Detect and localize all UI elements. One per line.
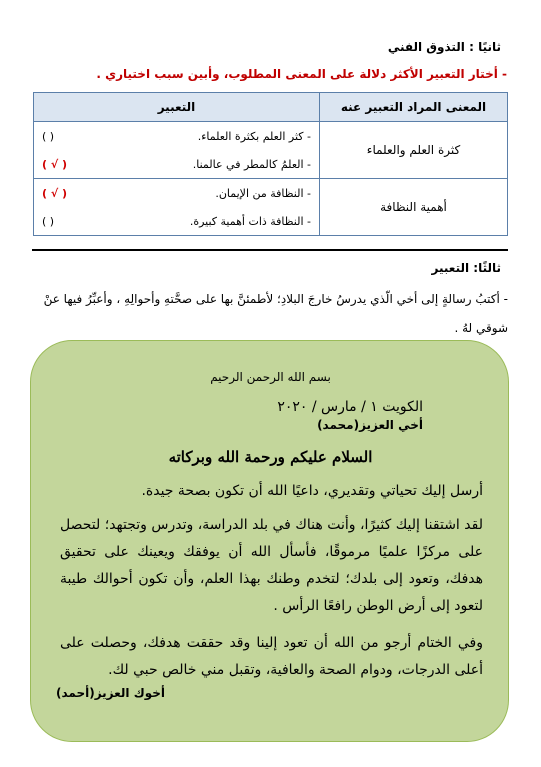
section3-instruction: - أكتبُ رسالةٍ إلى أخي الّذي يدرسُ خارجَ البلادِ؛ لأطمئنَّ بها على صحَّتهِ وأحوالِهِ ، وأعبِّرُ فيها عنْ شوقي لهُ . — [43, 292, 508, 335]
option-row — [34, 207, 319, 235]
table-row — [34, 179, 508, 236]
section2-instruction: - أختار التعبير الأكثر دلالة على المعنى المطلوب، وأبين سبب اختياري . — [96, 67, 507, 81]
section2-title: ثانيًا : التذوق الفني — [387, 40, 501, 54]
letter-date: الكويت ١ / مارس / ٢٠٢٠ — [277, 399, 423, 415]
meaning-cell: كثرة العلم والعلماء — [320, 122, 508, 179]
letter-recipient: أخي العزيز(محمد) — [317, 418, 423, 432]
option-text: - النظافة ذات أهمية كبيرة. — [189, 214, 311, 228]
check-mark: ( √ ) — [42, 186, 68, 200]
table-header-row — [34, 93, 508, 122]
expression-table — [33, 92, 508, 236]
option-text: - كثر العلم بكثرة العلماء. — [197, 129, 311, 143]
option-row — [34, 179, 319, 207]
letter-paragraph-3: وفي الختام أرجو من الله أن تعود إلينا وقد حققت هدفك، وحصلت على أعلى الدرجات، ودوام الصحة والعافية، وتقبل مني خالص حبي لك. — [60, 635, 483, 678]
option-mark: ( ) — [42, 129, 55, 143]
expression-cell — [34, 179, 320, 236]
section-divider — [32, 249, 508, 251]
header-meaning: المعنى المراد التعبير عنه — [320, 93, 508, 122]
option-text: - العلمُ كالمطر في عالمنا. — [192, 157, 311, 171]
letter-paragraph-1: أرسل إليك تحياتي وتقديري، داعيًا الله أن تكون بصحة جيدة. — [141, 483, 483, 499]
option-row — [34, 150, 319, 178]
option-mark: ( ) — [42, 214, 55, 228]
table-row — [34, 122, 508, 179]
letter-signature: أخوك العزيز(أحمد) — [56, 686, 165, 700]
letter-paragraph-2: لقد اشتقنا إليك كثيرًا، وأنت هناك في بلد الدراسة، وتدرس وتجتهد؛ لتحصل على مركزًا علميًا مرموقًا، فأسأل الله أن يوفقك ويعينك على تحقيق هدفك، وتعود إلى بلدك؛ لتخدم وطنك بهذا العلم، وأن تكون أحوالك طيبة لتعود إلى أرض الوطن رافعًا الرأس . — [60, 517, 483, 614]
option-row — [34, 122, 319, 150]
letter-basmala: بسم الله الرحمن الرحيم — [210, 370, 331, 384]
section3-title: ثالثًا: التعبير — [431, 261, 501, 275]
meaning-cell: أهمية النظافة — [320, 179, 508, 236]
option-text: - النظافة من الإيمان. — [215, 186, 311, 200]
check-mark: ( √ ) — [42, 157, 68, 171]
letter-greeting: السلام عليكم ورحمة الله وبركاته — [168, 448, 373, 466]
header-expression: التعبير — [34, 93, 320, 122]
expression-cell — [34, 122, 320, 179]
